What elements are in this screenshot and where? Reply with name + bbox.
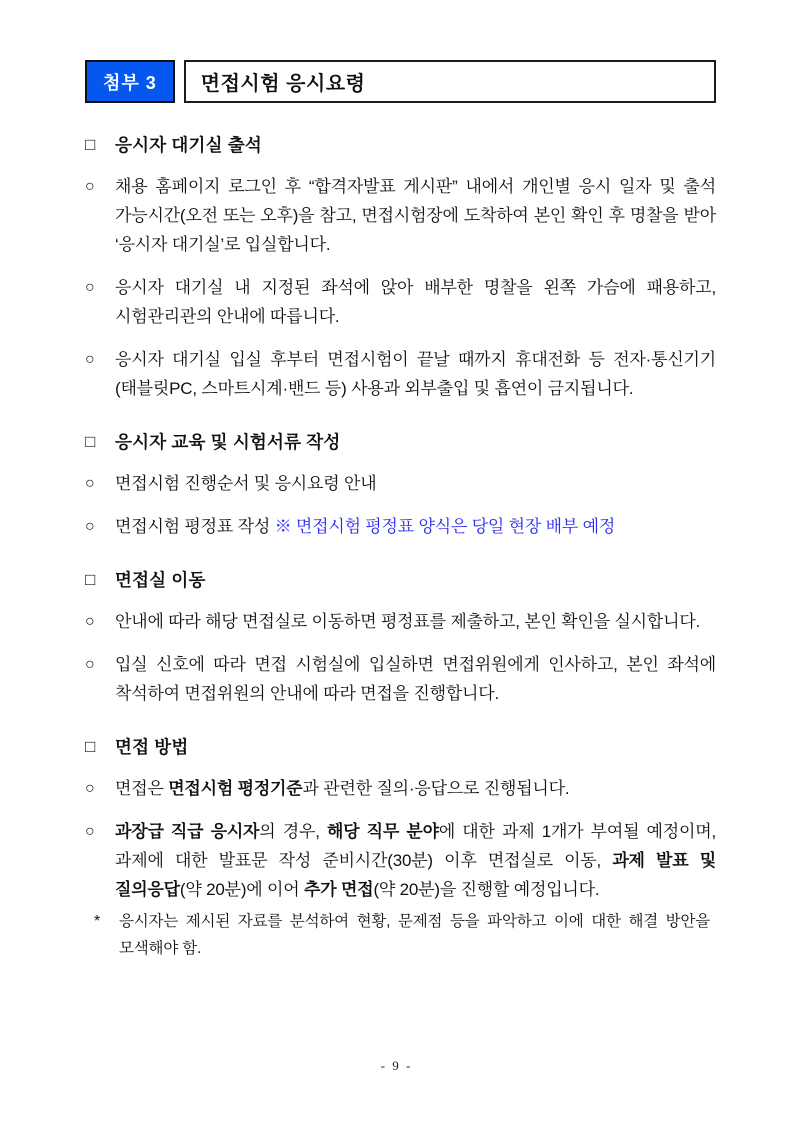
- text-segment: 입실 신호에 따라 면접 시험실에 입실하면 면접위원에게 인사하고, 본인 좌석에 착석하여 면접위원의 안내에 따라 면접을 진행합니다.: [115, 655, 716, 703]
- text-segment: 과장급 직급 응시자: [115, 822, 260, 841]
- text-segment: (약 20분)에 이어: [179, 880, 305, 899]
- text-segment: 안내에 따라 해당 면접실로 이동하면 평정표를 제출하고, 본인 확인을 실시합니다.: [115, 612, 701, 631]
- section: [85, 734, 716, 962]
- bullet-item: [85, 469, 716, 498]
- bullet-item: [85, 774, 716, 803]
- footnote-text: 응시자는 제시된 자료를 분석하여 현황, 문제점 등을 파악하고 이에 대한 해결 방안을 모색해야 함.: [119, 913, 710, 957]
- bullet-item: [85, 607, 716, 636]
- section-heading: [85, 132, 716, 158]
- square-bullet-icon: □: [85, 135, 96, 154]
- square-bullet-icon: □: [85, 737, 96, 756]
- bullet-text: [115, 655, 716, 703]
- bullet-text: [115, 278, 716, 326]
- bullet-list: [85, 607, 716, 708]
- section-heading: [85, 567, 716, 593]
- bullet-text: [115, 612, 700, 631]
- circle-bullet-icon: ○: [85, 178, 95, 195]
- bullet-item: [85, 172, 716, 259]
- bullet-item: [85, 512, 716, 541]
- circle-bullet-icon: ○: [85, 780, 95, 797]
- bullet-list: [85, 469, 716, 541]
- text-segment: 추가 면접: [304, 880, 374, 899]
- section: [85, 429, 716, 541]
- section-heading: [85, 429, 716, 455]
- attachment-header: [85, 60, 716, 103]
- text-segment: 해당 직무 분야: [326, 822, 439, 841]
- section-heading-text: 응시자 대기실 출석: [115, 135, 262, 155]
- circle-bullet-icon: ○: [85, 475, 95, 492]
- circle-bullet-icon: ○: [85, 351, 95, 368]
- bullet-text: [115, 822, 716, 899]
- bullet-list: [85, 172, 716, 403]
- asterisk-icon: *: [94, 913, 101, 930]
- circle-bullet-icon: ○: [85, 823, 95, 840]
- circle-bullet-icon: ○: [85, 613, 95, 630]
- text-segment: (약 20분)을 진행할 예정입니다.: [373, 880, 600, 899]
- bullet-item: [85, 345, 716, 403]
- bullet-item: [85, 817, 716, 904]
- attachment-badge: 첨부 3: [85, 60, 175, 103]
- sections-container: [85, 132, 716, 962]
- bullet-text: [115, 474, 376, 493]
- page-number: - 9 -: [380, 1058, 413, 1073]
- section-heading-text: 응시자 교육 및 시험서류 작성: [115, 432, 341, 452]
- bullet-item: [85, 650, 716, 708]
- section-heading: [85, 734, 716, 760]
- text-segment: 면접은: [115, 779, 169, 798]
- bullet-text: [115, 517, 615, 536]
- bullet-text: [115, 779, 569, 798]
- bullet-list: [85, 774, 716, 962]
- square-bullet-icon: □: [85, 570, 96, 589]
- page-title: 면접시험 응시요령: [184, 60, 716, 103]
- section-heading-text: 면접실 이동: [115, 570, 206, 590]
- square-bullet-icon: □: [85, 432, 96, 451]
- circle-bullet-icon: ○: [85, 656, 95, 673]
- text-segment: 의 경우,: [259, 822, 327, 841]
- bullet-text: [115, 350, 716, 398]
- text-segment: 응시자 대기실 내 지정된 좌석에 앉아 배부한 명찰을 왼쪽 가슴에 패용하고, 시험관리관의 안내에 따릅니다.: [115, 278, 716, 326]
- document-content: [85, 60, 716, 962]
- text-segment: 에 대한 과제 1개가 부여될 예정이며, 과제에 대한 발표문 작성 준비시간(30분) 이후 면접실로 이동,: [115, 822, 716, 870]
- text-segment: 면접시험 평정표 작성: [115, 517, 275, 536]
- circle-bullet-icon: ○: [85, 518, 95, 535]
- footnote: [85, 908, 716, 962]
- text-segment: 응시자 대기실 입실 후부터 면접시험이 끝날 때까지 휴대전화 등 전자·통신기기(태블릿PC, 스마트시계·밴드 등) 사용과 외부출입 및 흡연이 금지됩니다.: [115, 350, 716, 398]
- text-segment: 과 관련한 질의·응답으로 진행됩니다.: [302, 779, 570, 798]
- section-heading-text: 면접 방법: [115, 737, 189, 757]
- text-segment: 채용 홈페이지 로그인 후 “합격자발표 게시판” 내에서 개인별 응시 일자 및 출석 가능시간(오전 또는 오후)을 참고, 면접시험장에 도착하여 본인 확인 후 명찰을 받아 ‘응시자 대기실’로 입실합니다.: [115, 177, 716, 254]
- text-segment: 면접시험 진행순서 및 응시요령 안내: [115, 474, 377, 493]
- bullet-item: [85, 273, 716, 331]
- bullet-text: [115, 177, 716, 254]
- text-segment: ※ 면접시험 평정표 양식은 당일 현장 배부 예정: [274, 517, 616, 536]
- text-segment: 과제 발표 및 질의응답: [115, 851, 717, 899]
- circle-bullet-icon: ○: [85, 279, 95, 296]
- text-segment: 면접시험 평정기준: [168, 779, 303, 798]
- section: [85, 132, 716, 403]
- section: [85, 567, 716, 708]
